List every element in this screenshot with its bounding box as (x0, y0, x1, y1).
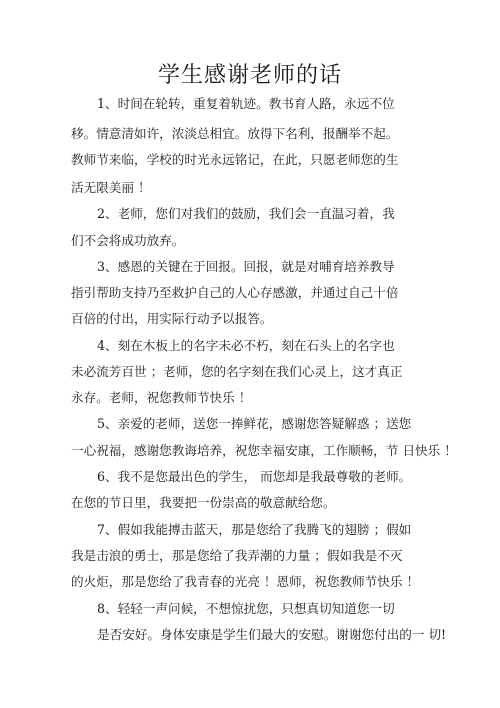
paragraph-line: 5、亲爱的老师，送您一捧鲜花，感谢您答疑解惑 ；送您 (97, 416, 412, 431)
paragraph-line: 6、我不是您最出色的学生， 而您却是我最尊敬的老师。 (97, 469, 412, 484)
paragraph-line: 百倍的付出，用实际行动予以报答。 (71, 311, 273, 326)
paragraph-line: 教师节来临，学校的时光永远铭记，在此，只愿老师您的生 (71, 152, 399, 167)
paragraph-line: 们不会将成功放弃。 (71, 233, 185, 248)
document-title: 学生感谢老师的话 (157, 63, 342, 88)
paragraph-line: 在您的节日里，我要把一份崇高的敬意献给您。 (71, 495, 336, 510)
paragraph-line: 是否安好。身体安康是学生们最大的安慰。谢谢您付出的一 切! (97, 627, 447, 642)
paragraph-line: 移。情意清如许，浓淡总相宜。放得下名利，报酬举不起。 (71, 126, 399, 141)
paragraph-line: 我是击浪的勇士，那是您给了我弄潮的力量 ；假如我是不灭 (71, 548, 403, 563)
paragraph-line: 8、轻轻一声问候，不想惊扰您，只想真切知道您一切 (97, 601, 395, 616)
paragraph-line: 2、老师，您们对我们的鼓励，我们会一直温习着，我 (97, 206, 395, 221)
paragraph-line: 永存。老师，祝您教师节快乐 ！ (71, 390, 252, 405)
paragraph-line: 3、感恩的关键在于回报。回报，就是对哺育培养教导 (97, 259, 395, 274)
paragraph-line: 7、假如我能搏击蓝天，那是您给了我腾飞的翅膀 ；假如 (97, 522, 412, 537)
paragraph-line: 的火炬，那是您给了我青春的光亮 ！恩师，祝您教师节快乐 ！ (71, 574, 420, 589)
paragraph-line: 4、刻在木板上的名字未必不朽，刻在石头上的名字也 (97, 338, 395, 353)
paragraph-line: 活无限美丽 ！ (71, 180, 151, 195)
paragraph-line: 未必流芳百世 ；老师，您的名字刻在我们心灵上，这才真正 (71, 364, 403, 379)
paragraph-line: 指引帮助支持乃至救护自己的人心存感激，并通过自己十倍 (71, 285, 399, 300)
paragraph-line: 1、时间在轮转，重复着轨迹。教书育人路，永远不位 (97, 96, 395, 111)
paragraph-line: 一心祝福，感谢您教诲培养，祝您幸福安康，工作顺畅，节 日快乐 ！ (71, 443, 457, 458)
